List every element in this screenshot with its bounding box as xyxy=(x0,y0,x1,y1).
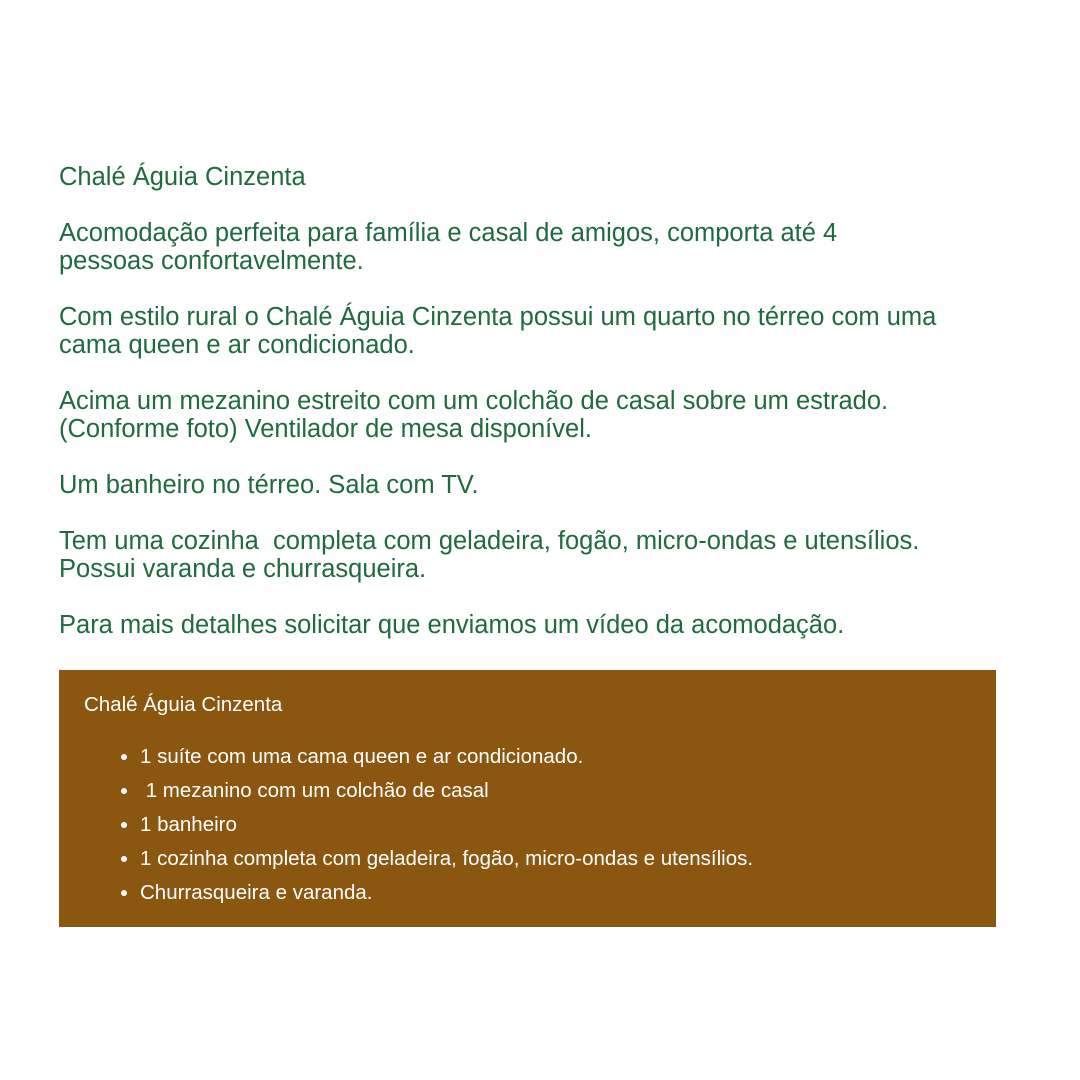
summary-list-item: • 1 mezanino com um colchão de casal xyxy=(140,774,753,808)
description-title: Chalé Águia Cinzenta xyxy=(59,163,306,191)
description-paragraph: Tem uma cozinha completa com geladeira, fogão, micro-ondas e utensílios. Possui varanda e churrasqueira. xyxy=(59,527,920,583)
description-paragraph: Acomodação perfeita para família e casal de amigos, comporta até 4 pessoas confortavelmente. xyxy=(59,219,838,275)
summary-list-item: • 1 banheiro xyxy=(140,808,753,842)
summary-box-title: Chalé Águia Cinzenta xyxy=(84,693,283,716)
summary-box xyxy=(59,670,996,927)
summary-list xyxy=(140,740,753,910)
description-section xyxy=(59,163,1049,667)
description-paragraph: Para mais detalhes solicitar que enviamos um vídeo da acomodação. xyxy=(59,611,845,639)
description-paragraph: Um banheiro no térreo. Sala com TV. xyxy=(59,471,479,499)
summary-list-item: • Churrasqueira e varanda. xyxy=(140,876,753,910)
description-paragraph: Acima um mezanino estreito com um colchão de casal sobre um estrado. (Conforme foto) Ventilador de mesa disponível. xyxy=(59,387,889,443)
summary-list-item: • 1 cozinha completa com geladeira, fogão, micro-ondas e utensílios. xyxy=(140,842,753,876)
description-paragraph: Com estilo rural o Chalé Águia Cinzenta possui um quarto no térreo com uma cama queen e ar condicionado. xyxy=(59,303,937,359)
summary-list-item: • 1 suíte com uma cama queen e ar condicionado. xyxy=(140,740,753,774)
